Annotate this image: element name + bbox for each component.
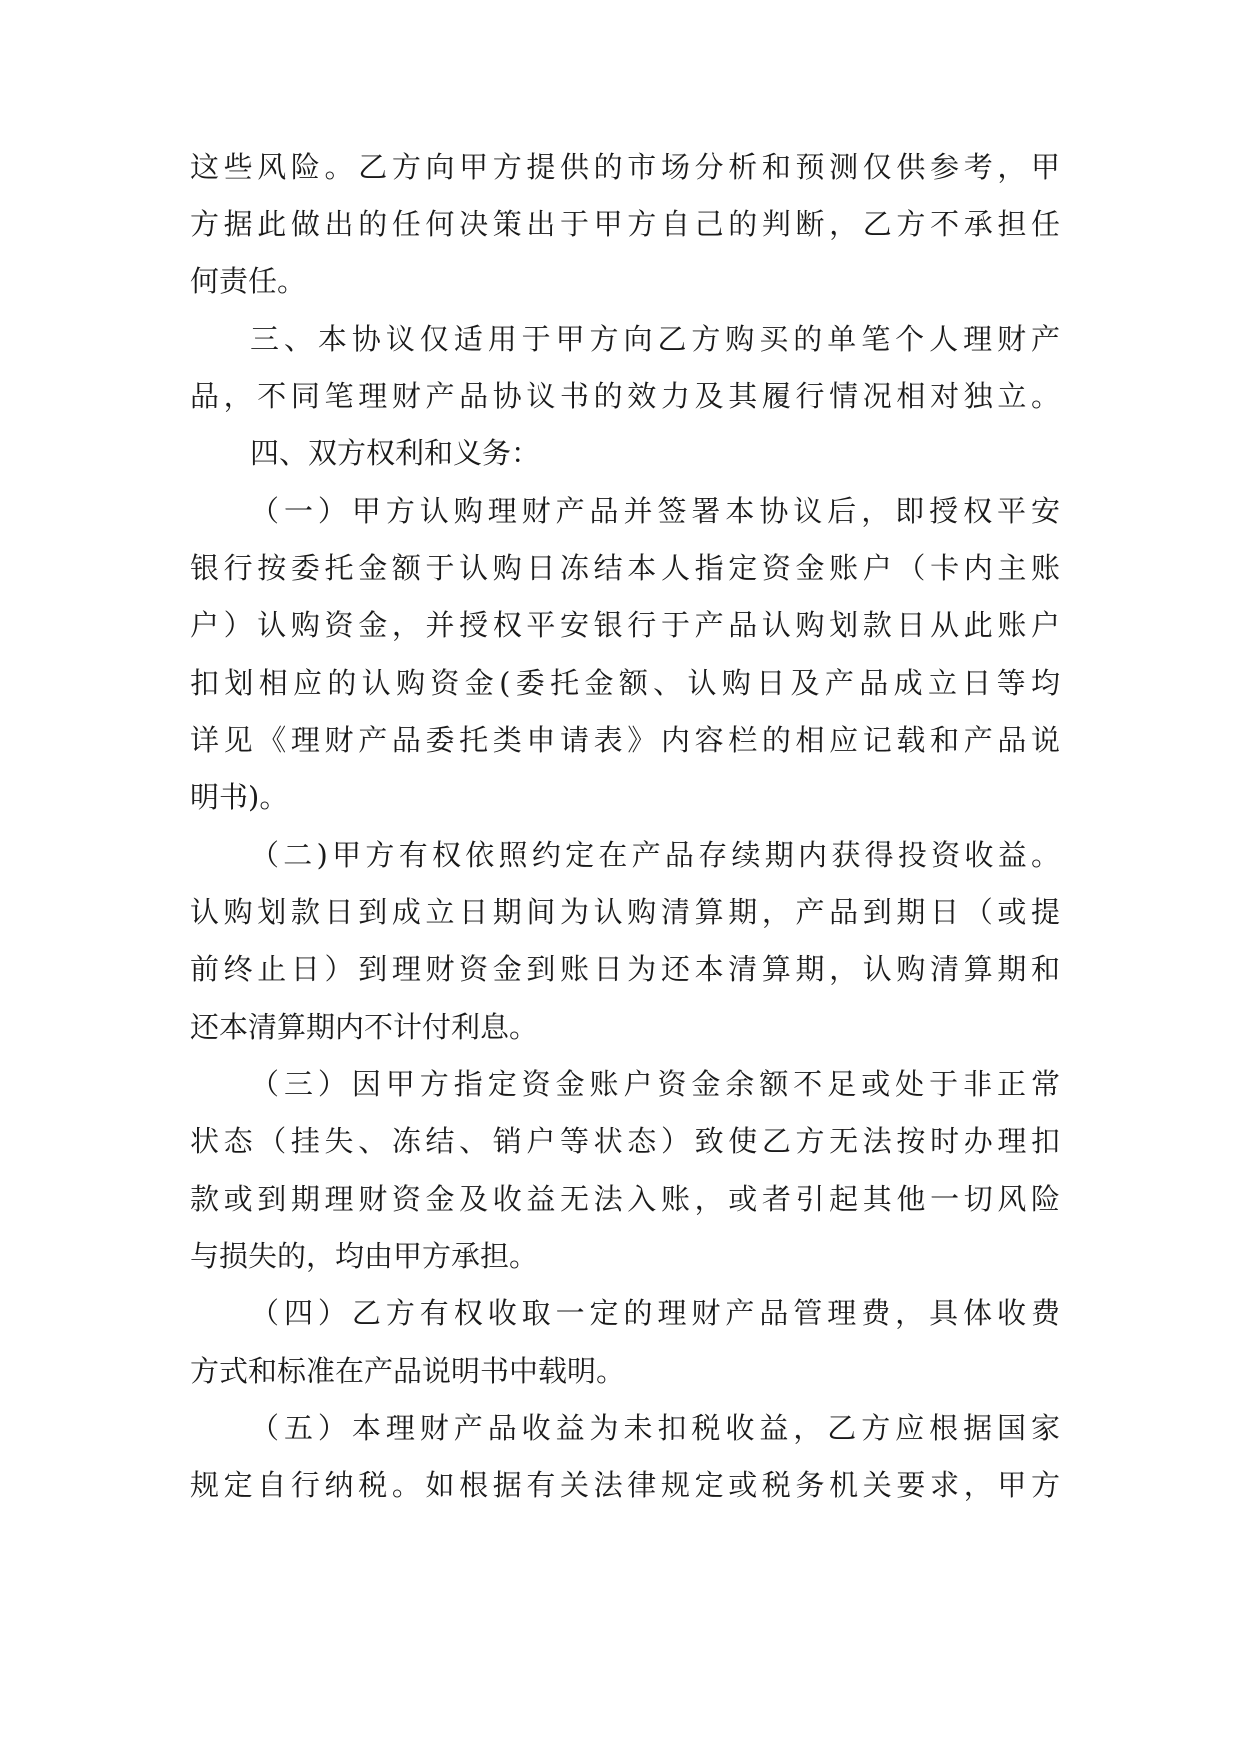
text-line: 三、本协议仅适用于甲方向乙方购买的单笔个人理财产 bbox=[250, 322, 1060, 356]
text-line: 状态（挂失、冻结、销户等状态）致使乙方无法按时办理扣 bbox=[190, 1124, 1060, 1158]
text-line: 与损失的，均由甲方承担。 bbox=[190, 1239, 539, 1273]
text-line: 方式和标准在产品说明书中载明。 bbox=[190, 1354, 626, 1388]
text-line: （三）因甲方指定资金账户资金余额不足或处于非正常 bbox=[250, 1067, 1060, 1101]
text-line: 前终止日）到理财资金到账日为还本清算期，认购清算期和 bbox=[190, 952, 1060, 986]
text-line: 何责任。 bbox=[190, 264, 307, 298]
text-line: 款或到期理财资金及收益无法入账，或者引起其他一切风险 bbox=[190, 1182, 1060, 1216]
text-line: （一）甲方认购理财产品并签署本协议后，即授权平安 bbox=[250, 494, 1060, 528]
text-line: 这些风险。乙方向甲方提供的市场分析和预测仅供参考，甲 bbox=[190, 150, 1060, 184]
text-line: 方据此做出的任何决策出于甲方自己的判断，乙方不承担任 bbox=[190, 207, 1060, 241]
text-line: 规定自行纳税。如根据有关法律规定或税务机关要求，甲方 bbox=[190, 1468, 1060, 1502]
text-line: （二)甲方有权依照约定在产品存续期内获得投资收益。 bbox=[250, 838, 1060, 872]
section-heading: 四、双方权利和义务： bbox=[250, 436, 541, 470]
text-line: 明书)。 bbox=[190, 780, 289, 814]
text-line: （五）本理财产品收益为未扣税收益，乙方应根据国家 bbox=[250, 1411, 1060, 1445]
text-line: （四）乙方有权收取一定的理财产品管理费，具体收费 bbox=[250, 1296, 1060, 1330]
text-line: 扣划相应的认购资金(委托金额、认购日及产品成立日等均 bbox=[190, 666, 1060, 700]
text-line: 银行按委托金额于认购日冻结本人指定资金账户（卡内主账 bbox=[190, 551, 1060, 585]
text-line: 详见《理财产品委托类申请表》内容栏的相应记载和产品说 bbox=[190, 723, 1060, 757]
text-line: 认购划款日到成立日期间为认购清算期，产品到期日（或提 bbox=[190, 895, 1060, 929]
text-line: 还本清算期内不计付利息。 bbox=[190, 1010, 539, 1044]
text-line: 户）认购资金，并授权平安银行于产品认购划款日从此账户 bbox=[190, 608, 1060, 642]
text-line: 品，不同笔理财产品协议书的效力及其履行情况相对独立。 bbox=[190, 379, 1060, 413]
